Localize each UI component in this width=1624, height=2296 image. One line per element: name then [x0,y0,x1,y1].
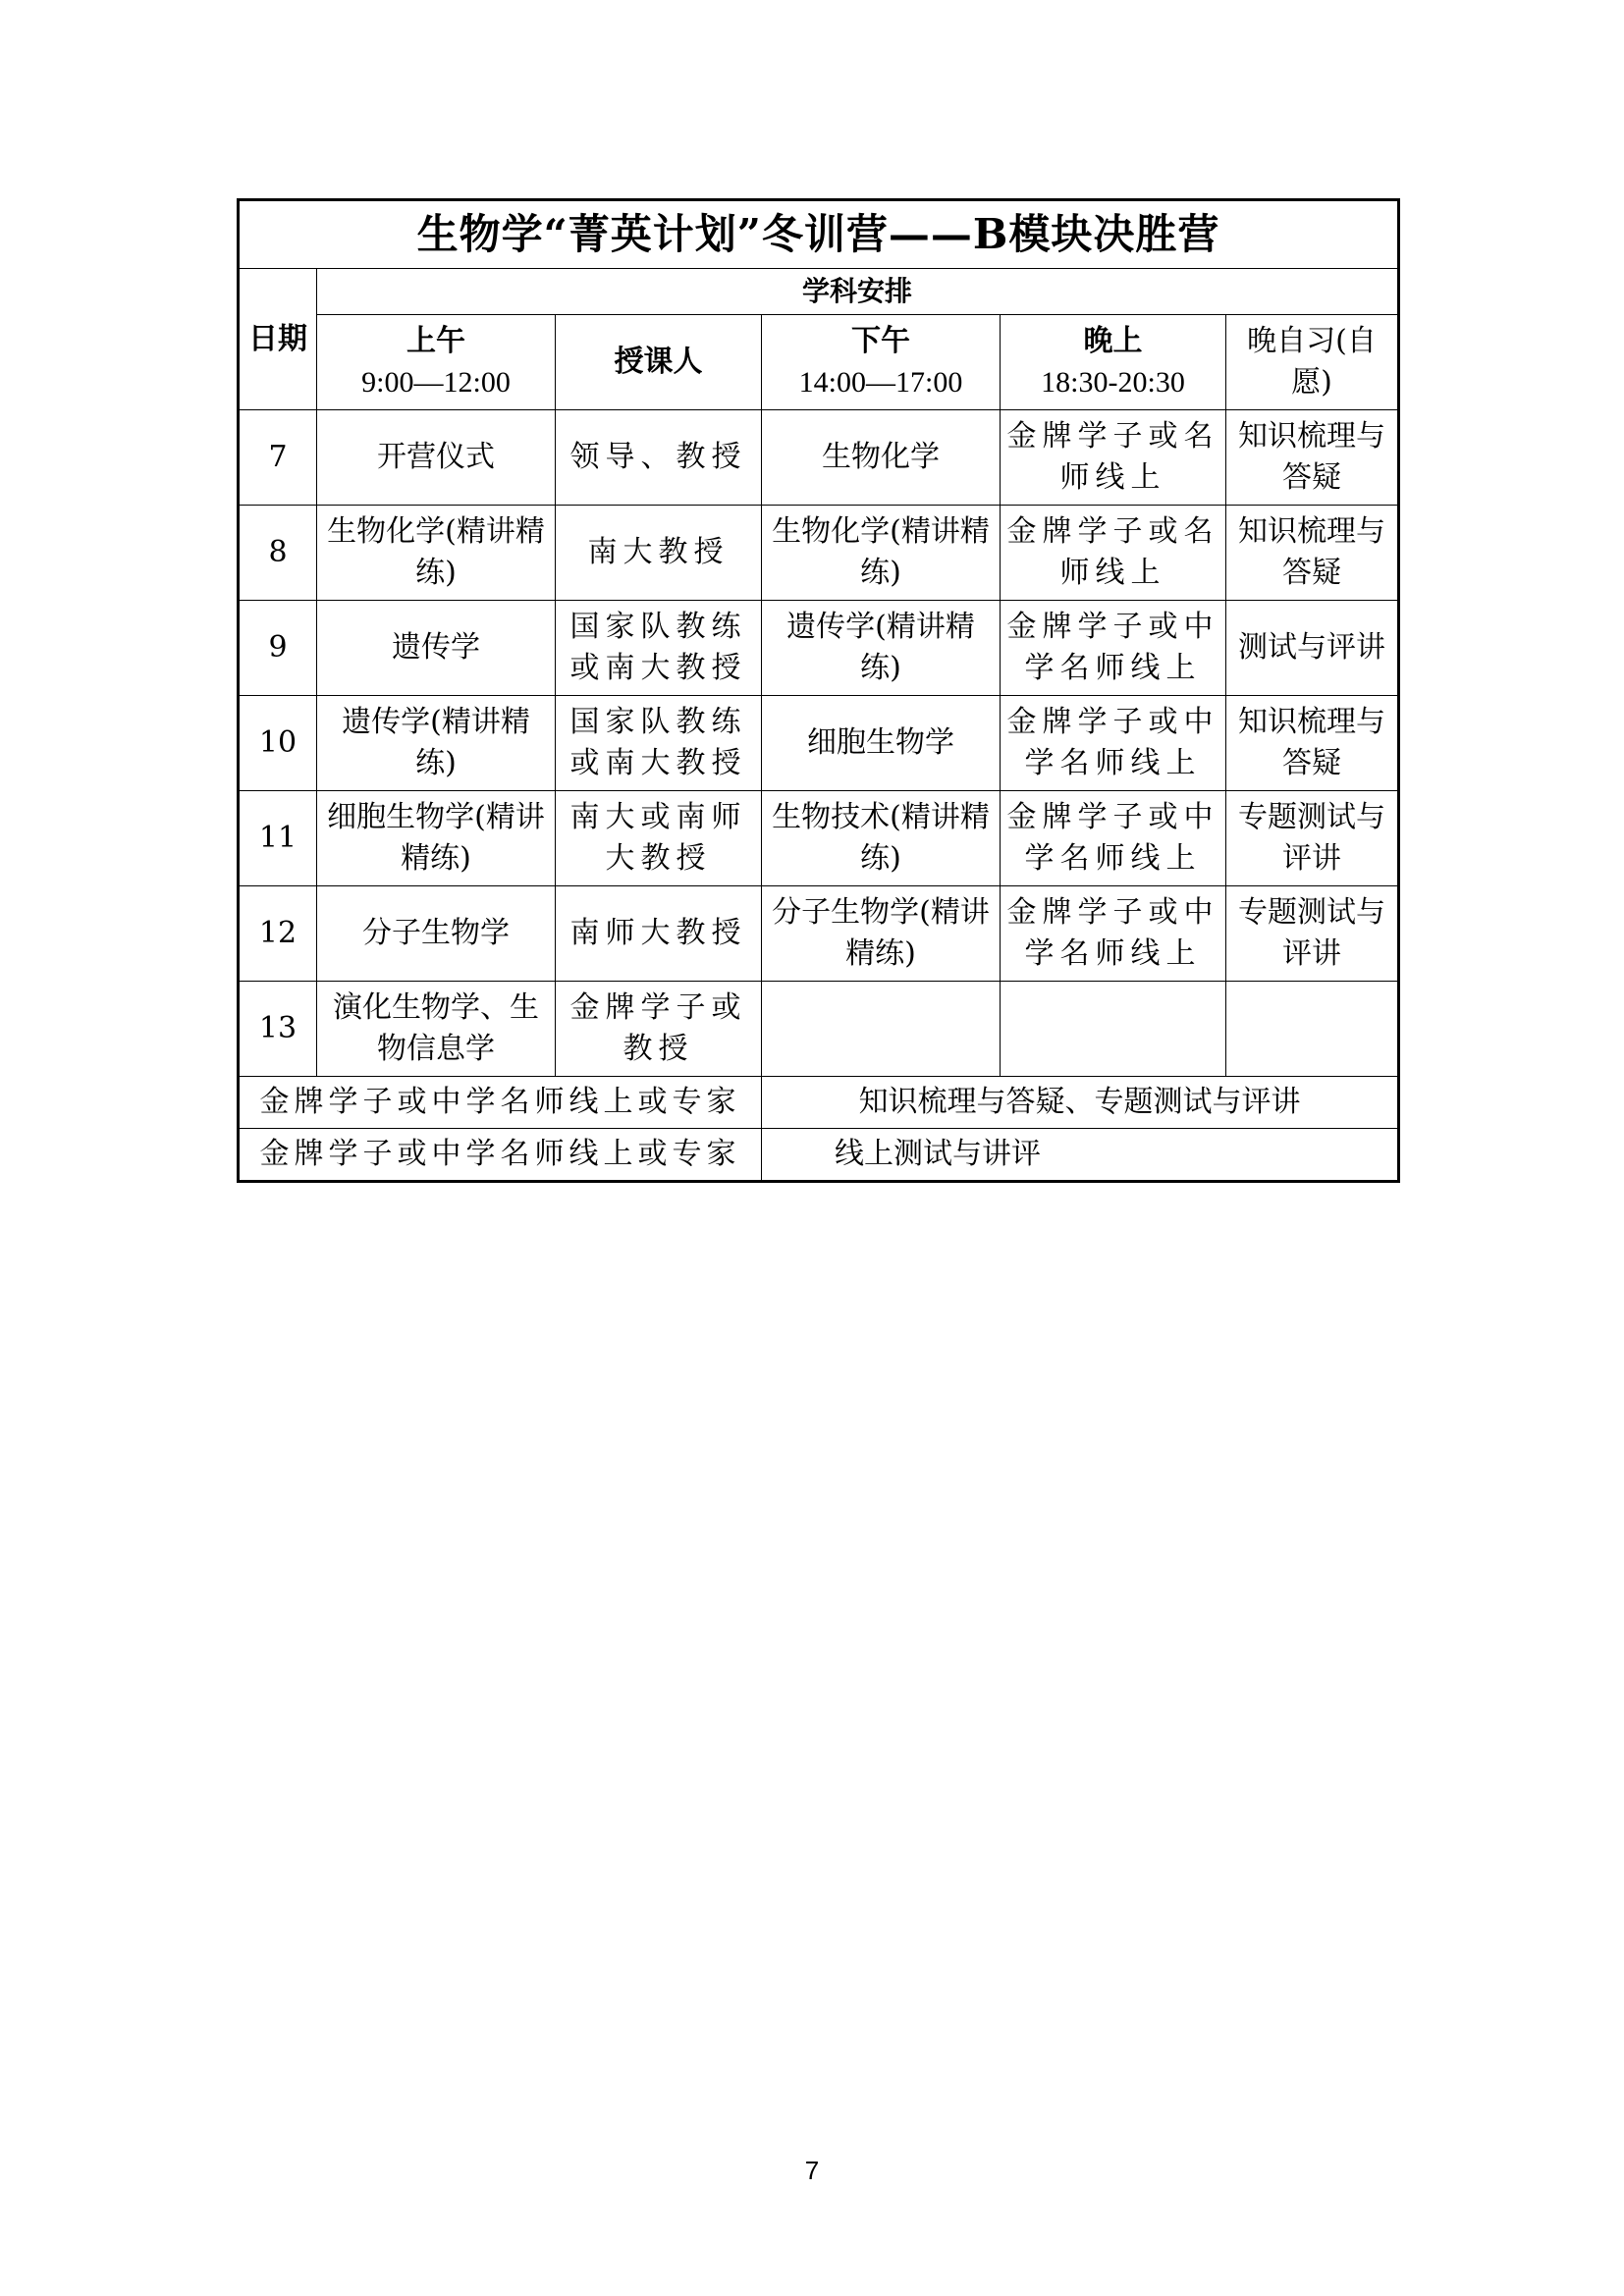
date-cell: 8 [239,506,317,601]
afternoon-cell: 生物化学 [762,410,1001,506]
morning-column-header [317,315,556,410]
self-study-cell [1226,982,1399,1077]
afternoon-cell: 生物化学(精讲精练) [762,506,1001,601]
table-row [239,696,1399,791]
date-cell: 7 [239,410,317,506]
evening-cell: 金牌学子或中学名师线上 [1001,886,1226,982]
afternoon-label: 下午 [851,324,910,358]
teacher-cell: 金牌学子或教授 [556,982,762,1077]
evening-cell: 金牌学子或名师线上 [1001,506,1226,601]
date-cell: 9 [239,601,317,696]
afternoon-cell: 细胞生物学 [762,696,1001,791]
table-row [239,506,1399,601]
teacher-cell: 南大或南师大教授 [556,791,762,886]
table-row [239,410,1399,506]
teacher-column-header: 授课人 [556,315,762,410]
morning-time: 9:00—12:00 [361,366,511,399]
self-study-cell: 知识梳理与答疑 [1226,506,1399,601]
evening-cell: 金牌学子或名师线上 [1001,410,1226,506]
footer-activity-cell: 线上测试与讲评 [762,1129,1399,1182]
morning-cell: 分子生物学 [317,886,556,982]
date-cell: 12 [239,886,317,982]
morning-cell: 细胞生物学(精讲精练) [317,791,556,886]
morning-cell: 遗传学(精讲精练) [317,696,556,791]
evening-time: 18:30-20:30 [1041,366,1185,399]
teacher-cell: 南师大教授 [556,886,762,982]
date-cell: 13 [239,982,317,1077]
morning-label: 上午 [406,324,465,358]
afternoon-cell: 遗传学(精讲精练) [762,601,1001,696]
teacher-cell: 南大教授 [556,506,762,601]
footer-instructor-cell: 金牌学子或中学名师线上或专家 [239,1077,762,1129]
table-row [239,791,1399,886]
morning-cell: 开营仪式 [317,410,556,506]
footer-row [239,1129,1399,1182]
evening-label: 晚上 [1083,324,1143,358]
page-title: 生物学“菁英计划”冬训营——B模块决胜营 [239,200,1399,269]
evening-cell [1001,982,1226,1077]
afternoon-time: 14:00—17:00 [798,366,963,399]
evening-column-header [1001,315,1226,410]
footer-row [239,1077,1399,1129]
self-study-cell: 知识梳理与答疑 [1226,410,1399,506]
afternoon-cell [762,982,1001,1077]
self-study-cell: 知识梳理与答疑 [1226,696,1399,791]
footer-instructor-cell: 金牌学子或中学名师线上或专家 [239,1129,762,1182]
teacher-cell: 国家队教练或南大教授 [556,601,762,696]
evening-cell: 金牌学子或中学名师线上 [1001,601,1226,696]
footer-activity-cell: 知识梳理与答疑、专题测试与评讲 [762,1077,1399,1129]
morning-cell: 遗传学 [317,601,556,696]
evening-cell: 金牌学子或中学名师线上 [1001,696,1226,791]
morning-cell: 演化生物学、生物信息学 [317,982,556,1077]
self-study-column-header: 晚自习(自愿) [1226,315,1399,410]
page-number: 7 [804,2156,820,2185]
afternoon-cell: 分子生物学(精讲精练) [762,886,1001,982]
date-column-header: 日期 [239,269,317,410]
teacher-cell: 国家队教练或南大教授 [556,696,762,791]
afternoon-cell: 生物技术(精讲精练) [762,791,1001,886]
date-cell: 11 [239,791,317,886]
self-study-cell: 专题测试与评讲 [1226,886,1399,982]
schedule-table [237,198,1400,1183]
teacher-cell: 领导、教授 [556,410,762,506]
self-study-cell: 专题测试与评讲 [1226,791,1399,886]
date-cell: 10 [239,696,317,791]
evening-cell: 金牌学子或中学名师线上 [1001,791,1226,886]
morning-cell: 生物化学(精讲精练) [317,506,556,601]
table-row [239,886,1399,982]
afternoon-column-header [762,315,1001,410]
table-row [239,601,1399,696]
subject-arrangement-header: 学科安排 [317,269,1399,315]
self-study-cell: 测试与评讲 [1226,601,1399,696]
table-row [239,982,1399,1077]
